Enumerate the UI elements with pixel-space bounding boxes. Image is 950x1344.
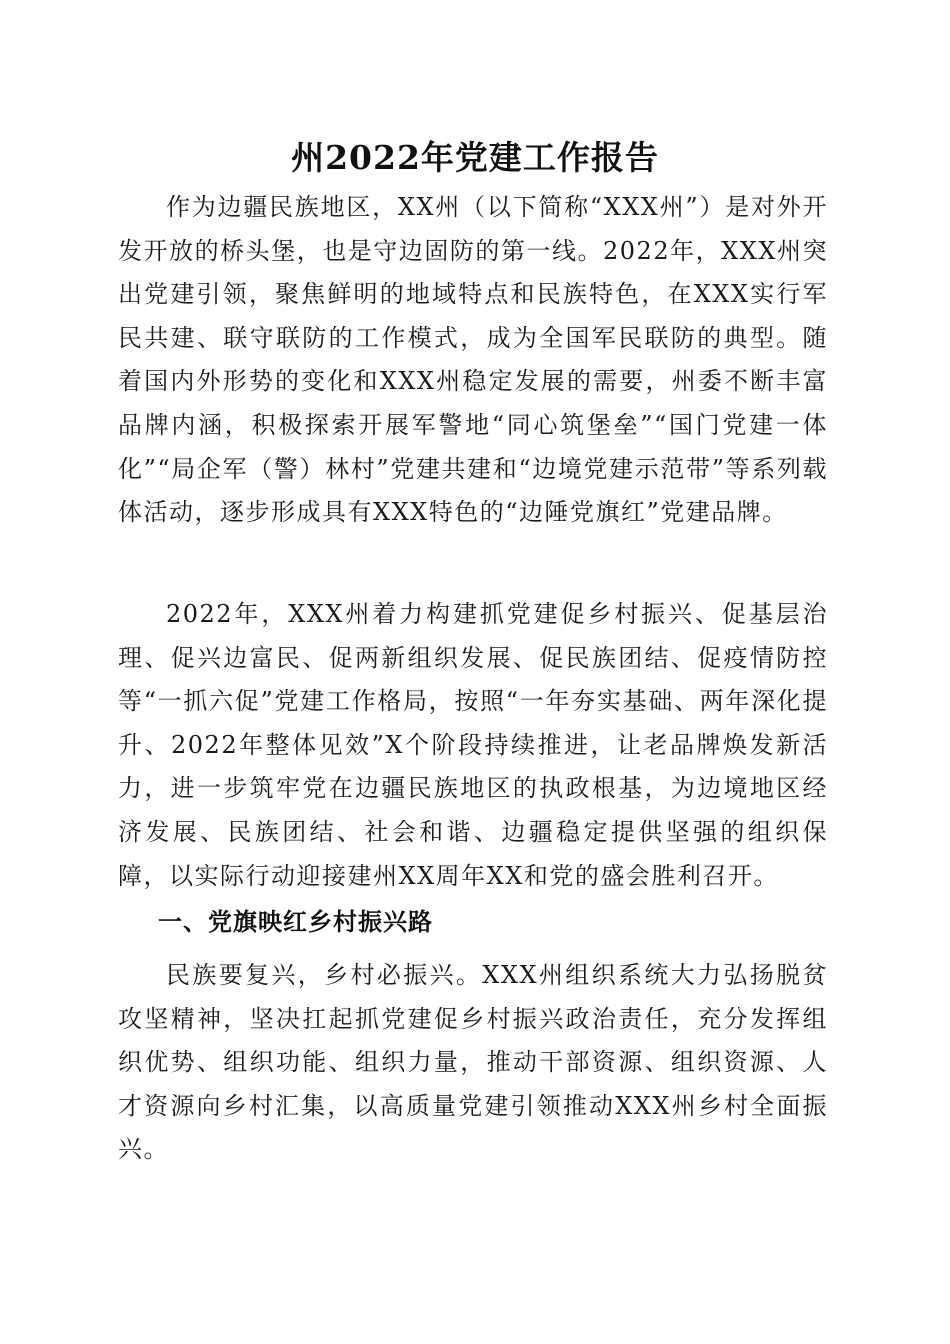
intro-paragraph-2: 2022年，XXX州着力构建抓党建促乡村振兴、促基层治理、促兴边富民、促两新组织发展、促民族团结、促疫情防控等“一抓六促”党建工作格局，按照“一年夯实基础、两年深化提升、2022年整体见效”X个阶段持续推进，让老品牌焕发新活力，进一步筑牢党在边疆民族地区的执政根基，为边境地区经济发展、民族团结、社会和谐、边疆稳定提供坚强的组织保障，以实际行动迎接建州XX周年XX和党的盛会胜利召开。 [118, 600, 828, 890]
document-title: 州2022年党建工作报告 [291, 138, 659, 177]
section-heading-1: 一、党旗映红乡村振兴路 [158, 908, 433, 936]
intro-paragraph-1: 作为边疆民族地区，XX州（以下简称“XXX州”）是对外开发开放的桥头堡，也是守边固防的第一线。2022年，XXX州突出党建引领，聚焦鲜明的地域特点和民族特色，在XXX实行军民共建、联守联防的工作模式，成为全国军民联防的典型。随着国内外形势的变化和XXX州稳定发展的需要，州委不断丰富品牌内涵，积极探索开展军警地“同心筑堡垒”“国门党建一体化”“局企军（警）林村”党建共建和“边境党建示范带”等系列载体活动，逐步形成具有XXX特色的“边陲党旗红”党建品牌。 [118, 193, 828, 527]
section-paragraph-1: 民族要复兴，乡村必振兴。XXX州组织系统大力弘扬脱贫攻坚精神，坚决扛起抓党建促乡村振兴政治责任，充分发挥组织优势、组织功能、组织力量，推动干部资源、组织资源、人才资源向乡村汇集，以高质量党建引领推动XXX州乡村全面振兴。 [118, 961, 828, 1164]
